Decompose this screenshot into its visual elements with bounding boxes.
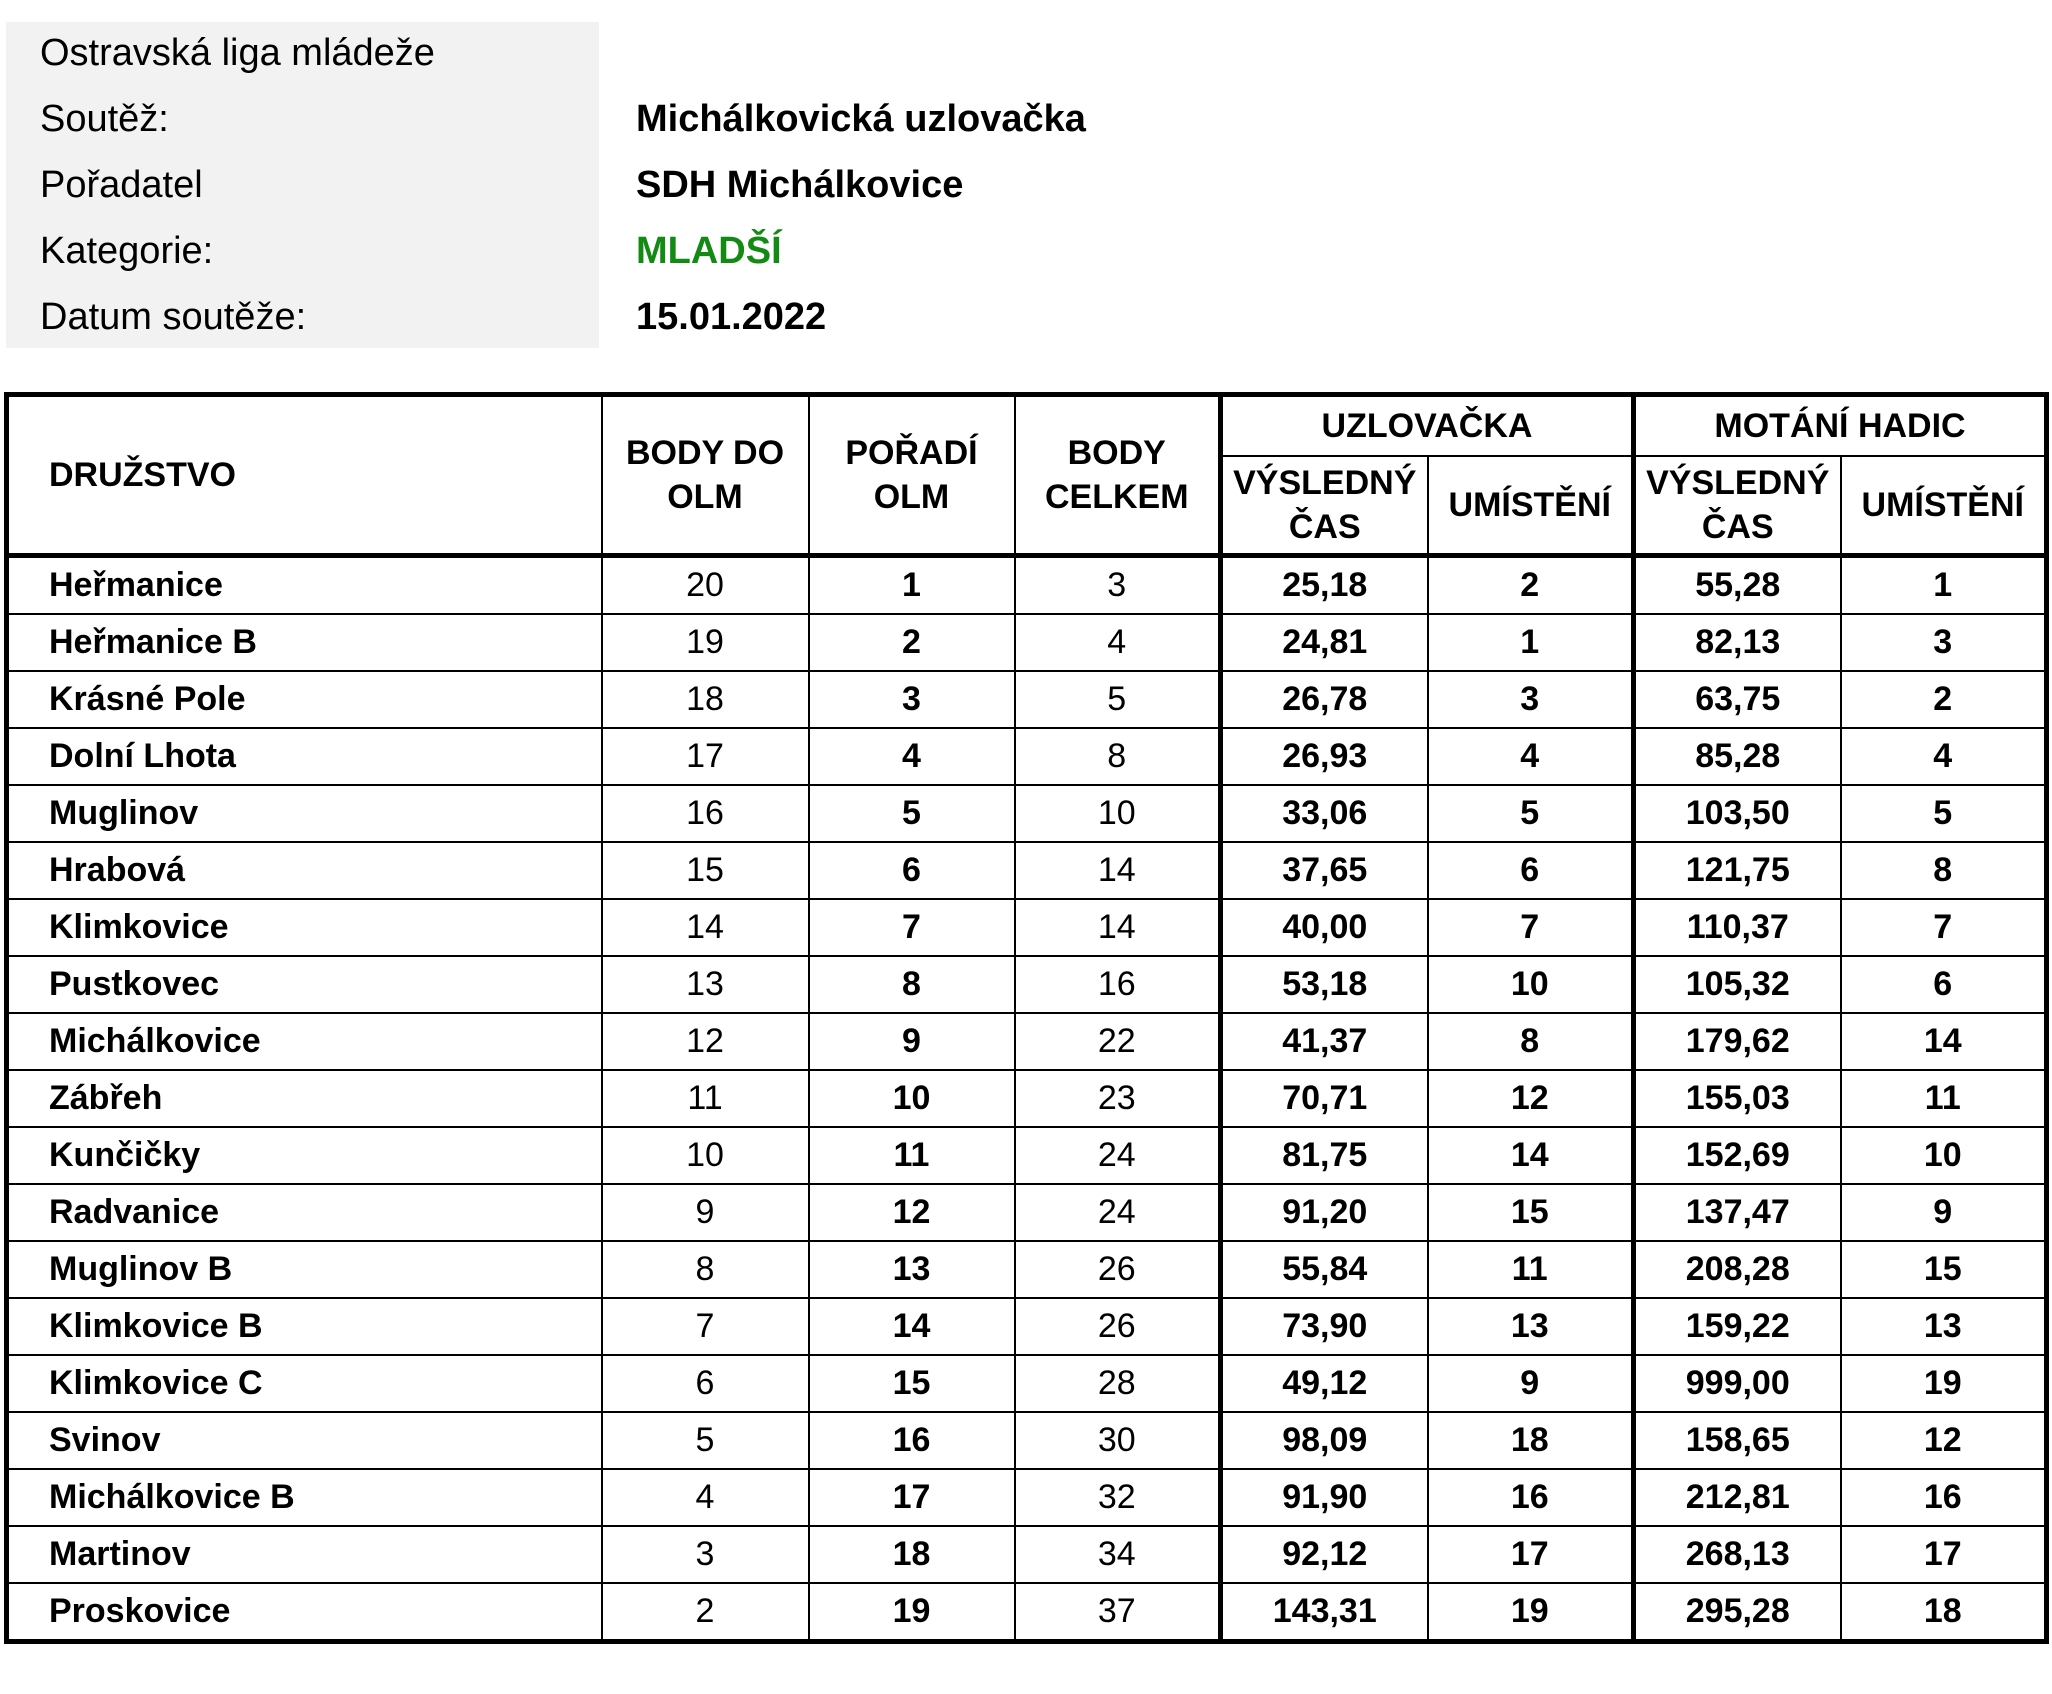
- table-row: [7, 1469, 2047, 1526]
- cell-points-olm: 9: [602, 1184, 809, 1241]
- organizer-label: Pořadatel: [40, 164, 203, 206]
- cell-total-points: 3: [1015, 556, 1221, 615]
- cell-knot-place: 8: [1428, 1013, 1634, 1070]
- table-row: [7, 899, 2047, 956]
- header-hose-place: UMÍSTĚNÍ: [1841, 456, 2047, 556]
- cell-points-olm: 8: [602, 1241, 809, 1298]
- cell-hose-time: 105,32: [1634, 956, 1841, 1013]
- cell-knot-place: 15: [1428, 1184, 1634, 1241]
- cell-rank-olm: 14: [809, 1298, 1015, 1355]
- header-team: DRUŽSTVO: [7, 395, 602, 556]
- cell-hose-place: 15: [1841, 1241, 2047, 1298]
- cell-knot-time: 24,81: [1221, 614, 1428, 671]
- header-group-knot: UZLOVAČKA: [1221, 395, 1634, 457]
- cell-hose-time: 212,81: [1634, 1469, 1841, 1526]
- cell-knot-place: 9: [1428, 1355, 1634, 1412]
- table-row: [7, 785, 2047, 842]
- cell-rank-olm: 2: [809, 614, 1015, 671]
- cell-team: Heřmanice B: [7, 614, 602, 671]
- cell-knot-time: 55,84: [1221, 1241, 1428, 1298]
- header-row-groups: [7, 395, 2047, 457]
- cell-rank-olm: 4: [809, 728, 1015, 785]
- cell-total-points: 16: [1015, 956, 1221, 1013]
- organizer-value: SDH Michálkovice: [636, 164, 964, 206]
- cell-points-olm: 20: [602, 556, 809, 615]
- cell-total-points: 8: [1015, 728, 1221, 785]
- header-total-points: BODY CELKEM: [1015, 395, 1221, 556]
- competition-label: Soutěž:: [40, 98, 169, 140]
- cell-knot-place: 3: [1428, 671, 1634, 728]
- cell-points-olm: 18: [602, 671, 809, 728]
- cell-total-points: 10: [1015, 785, 1221, 842]
- cell-rank-olm: 1: [809, 556, 1015, 615]
- cell-knot-place: 19: [1428, 1583, 1634, 1642]
- cell-total-points: 24: [1015, 1127, 1221, 1184]
- cell-team: Klimkovice B: [7, 1298, 602, 1355]
- cell-points-olm: 19: [602, 614, 809, 671]
- cell-points-olm: 10: [602, 1127, 809, 1184]
- cell-rank-olm: 19: [809, 1583, 1015, 1642]
- header-hose-time: VÝSLEDNÝ ČAS: [1634, 456, 1841, 556]
- cell-team: Hrabová: [7, 842, 602, 899]
- category-value: MLADŠÍ: [636, 230, 782, 272]
- cell-team: Pustkovec: [7, 956, 602, 1013]
- cell-knot-time: 26,93: [1221, 728, 1428, 785]
- cell-knot-time: 37,65: [1221, 842, 1428, 899]
- cell-points-olm: 4: [602, 1469, 809, 1526]
- cell-team: Krásné Pole: [7, 671, 602, 728]
- table-row: [7, 1298, 2047, 1355]
- cell-total-points: 32: [1015, 1469, 1221, 1526]
- cell-hose-place: 3: [1841, 614, 2047, 671]
- cell-hose-time: 295,28: [1634, 1583, 1841, 1642]
- cell-hose-place: 11: [1841, 1070, 2047, 1127]
- cell-hose-time: 152,69: [1634, 1127, 1841, 1184]
- cell-points-olm: 13: [602, 956, 809, 1013]
- cell-knot-time: 92,12: [1221, 1526, 1428, 1583]
- cell-points-olm: 2: [602, 1583, 809, 1642]
- cell-hose-time: 158,65: [1634, 1412, 1841, 1469]
- cell-hose-time: 121,75: [1634, 842, 1841, 899]
- cell-knot-time: 91,90: [1221, 1469, 1428, 1526]
- cell-hose-time: 137,47: [1634, 1184, 1841, 1241]
- cell-hose-time: 82,13: [1634, 614, 1841, 671]
- cell-hose-place: 19: [1841, 1355, 2047, 1412]
- cell-knot-time: 91,20: [1221, 1184, 1428, 1241]
- table-row: [7, 1184, 2047, 1241]
- cell-knot-place: 12: [1428, 1070, 1634, 1127]
- cell-team: Heřmanice: [7, 556, 602, 615]
- cell-hose-time: 155,03: [1634, 1070, 1841, 1127]
- table-body: [7, 556, 2047, 1642]
- cell-rank-olm: 13: [809, 1241, 1015, 1298]
- cell-knot-time: 53,18: [1221, 956, 1428, 1013]
- cell-team: Martinov: [7, 1526, 602, 1583]
- cell-points-olm: 11: [602, 1070, 809, 1127]
- cell-knot-time: 26,78: [1221, 671, 1428, 728]
- cell-total-points: 4: [1015, 614, 1221, 671]
- cell-rank-olm: 3: [809, 671, 1015, 728]
- cell-team: Muglinov B: [7, 1241, 602, 1298]
- cell-points-olm: 6: [602, 1355, 809, 1412]
- cell-knot-time: 98,09: [1221, 1412, 1428, 1469]
- cell-hose-time: 159,22: [1634, 1298, 1841, 1355]
- cell-total-points: 34: [1015, 1526, 1221, 1583]
- cell-hose-place: 1: [1841, 556, 2047, 615]
- table-row: [7, 1412, 2047, 1469]
- cell-hose-time: 85,28: [1634, 728, 1841, 785]
- cell-hose-place: 18: [1841, 1583, 2047, 1642]
- cell-knot-place: 1: [1428, 614, 1634, 671]
- cell-total-points: 26: [1015, 1241, 1221, 1298]
- table-header: [7, 395, 2047, 556]
- header-rank-olm: POŘADÍ OLM: [809, 395, 1015, 556]
- cell-total-points: 30: [1015, 1412, 1221, 1469]
- header-points-olm: BODY DO OLM: [602, 395, 809, 556]
- table-row: [7, 556, 2047, 615]
- cell-knot-place: 18: [1428, 1412, 1634, 1469]
- cell-total-points: 23: [1015, 1070, 1221, 1127]
- cell-knot-place: 11: [1428, 1241, 1634, 1298]
- table-row: [7, 842, 2047, 899]
- cell-knot-place: 13: [1428, 1298, 1634, 1355]
- cell-points-olm: 3: [602, 1526, 809, 1583]
- cell-rank-olm: 7: [809, 899, 1015, 956]
- cell-knot-time: 70,71: [1221, 1070, 1428, 1127]
- cell-rank-olm: 9: [809, 1013, 1015, 1070]
- cell-hose-place: 16: [1841, 1469, 2047, 1526]
- header-knot-place: UMÍSTĚNÍ: [1428, 456, 1634, 556]
- cell-rank-olm: 16: [809, 1412, 1015, 1469]
- table-row: [7, 1127, 2047, 1184]
- cell-rank-olm: 18: [809, 1526, 1015, 1583]
- cell-knot-place: 16: [1428, 1469, 1634, 1526]
- cell-team: Klimkovice: [7, 899, 602, 956]
- cell-hose-place: 17: [1841, 1526, 2047, 1583]
- cell-total-points: 26: [1015, 1298, 1221, 1355]
- table-row: [7, 1583, 2047, 1642]
- cell-hose-place: 5: [1841, 785, 2047, 842]
- cell-rank-olm: 17: [809, 1469, 1015, 1526]
- cell-knot-time: 73,90: [1221, 1298, 1428, 1355]
- cell-hose-place: 8: [1841, 842, 2047, 899]
- cell-team: Muglinov: [7, 785, 602, 842]
- cell-knot-time: 81,75: [1221, 1127, 1428, 1184]
- cell-knot-place: 17: [1428, 1526, 1634, 1583]
- cell-total-points: 37: [1015, 1583, 1221, 1642]
- table-row: [7, 1241, 2047, 1298]
- cell-total-points: 14: [1015, 899, 1221, 956]
- cell-total-points: 14: [1015, 842, 1221, 899]
- cell-knot-place: 2: [1428, 556, 1634, 615]
- cell-hose-place: 4: [1841, 728, 2047, 785]
- cell-team: Proskovice: [7, 1583, 602, 1642]
- cell-hose-time: 103,50: [1634, 785, 1841, 842]
- table-row: [7, 671, 2047, 728]
- cell-rank-olm: 11: [809, 1127, 1015, 1184]
- cell-knot-time: 33,06: [1221, 785, 1428, 842]
- cell-team: Michálkovice: [7, 1013, 602, 1070]
- cell-team: Radvanice: [7, 1184, 602, 1241]
- cell-hose-place: 14: [1841, 1013, 2047, 1070]
- cell-total-points: 24: [1015, 1184, 1221, 1241]
- cell-hose-time: 110,37: [1634, 899, 1841, 956]
- cell-knot-place: 4: [1428, 728, 1634, 785]
- cell-rank-olm: 5: [809, 785, 1015, 842]
- info-row-league: [0, 20, 1200, 86]
- cell-knot-place: 7: [1428, 899, 1634, 956]
- cell-points-olm: 16: [602, 785, 809, 842]
- table-row: [7, 1013, 2047, 1070]
- cell-rank-olm: 15: [809, 1355, 1015, 1412]
- header-group-hose: MOTÁNÍ HADIC: [1634, 395, 2047, 457]
- date-label: Datum soutěže:: [40, 296, 307, 338]
- table-row: [7, 614, 2047, 671]
- date-value: 15.01.2022: [636, 296, 827, 338]
- info-row-date: [0, 284, 1200, 350]
- cell-knot-place: 14: [1428, 1127, 1634, 1184]
- cell-team: Michálkovice B: [7, 1469, 602, 1526]
- cell-knot-time: 40,00: [1221, 899, 1428, 956]
- category-label: Kategorie:: [40, 230, 214, 272]
- cell-points-olm: 15: [602, 842, 809, 899]
- table-row: [7, 1070, 2047, 1127]
- cell-knot-time: 143,31: [1221, 1583, 1428, 1642]
- header-knot-time: VÝSLEDNÝ ČAS: [1221, 456, 1428, 556]
- cell-hose-time: 208,28: [1634, 1241, 1841, 1298]
- cell-team: Svinov: [7, 1412, 602, 1469]
- cell-total-points: 5: [1015, 671, 1221, 728]
- cell-team: Kunčičky: [7, 1127, 602, 1184]
- results-table: [4, 392, 2049, 1644]
- cell-knot-place: 6: [1428, 842, 1634, 899]
- cell-hose-place: 12: [1841, 1412, 2047, 1469]
- cell-hose-place: 2: [1841, 671, 2047, 728]
- cell-hose-time: 179,62: [1634, 1013, 1841, 1070]
- cell-points-olm: 7: [602, 1298, 809, 1355]
- cell-hose-place: 7: [1841, 899, 2047, 956]
- competition-value: Michálkovická uzlovačka: [636, 98, 1086, 140]
- cell-rank-olm: 12: [809, 1184, 1015, 1241]
- cell-total-points: 22: [1015, 1013, 1221, 1070]
- cell-rank-olm: 10: [809, 1070, 1015, 1127]
- cell-team: Dolní Lhota: [7, 728, 602, 785]
- cell-knot-time: 49,12: [1221, 1355, 1428, 1412]
- cell-points-olm: 5: [602, 1412, 809, 1469]
- table-row: [7, 1355, 2047, 1412]
- cell-total-points: 28: [1015, 1355, 1221, 1412]
- cell-knot-time: 25,18: [1221, 556, 1428, 615]
- cell-team: Klimkovice C: [7, 1355, 602, 1412]
- cell-hose-place: 6: [1841, 956, 2047, 1013]
- cell-hose-place: 9: [1841, 1184, 2047, 1241]
- cell-hose-place: 10: [1841, 1127, 2047, 1184]
- league-name: Ostravská liga mládeže: [40, 32, 435, 74]
- cell-knot-time: 41,37: [1221, 1013, 1428, 1070]
- cell-rank-olm: 8: [809, 956, 1015, 1013]
- info-row-competition: [0, 86, 1200, 152]
- cell-hose-place: 13: [1841, 1298, 2047, 1355]
- info-row-organizer: [0, 152, 1200, 218]
- cell-knot-place: 10: [1428, 956, 1634, 1013]
- table-row: [7, 1526, 2047, 1583]
- cell-points-olm: 17: [602, 728, 809, 785]
- cell-hose-time: 55,28: [1634, 556, 1841, 615]
- cell-knot-place: 5: [1428, 785, 1634, 842]
- cell-rank-olm: 6: [809, 842, 1015, 899]
- table-row: [7, 956, 2047, 1013]
- table-row: [7, 728, 2047, 785]
- cell-points-olm: 14: [602, 899, 809, 956]
- info-row-category: [0, 218, 1200, 284]
- cell-team: Zábřeh: [7, 1070, 602, 1127]
- cell-points-olm: 12: [602, 1013, 809, 1070]
- cell-hose-time: 268,13: [1634, 1526, 1841, 1583]
- cell-hose-time: 63,75: [1634, 671, 1841, 728]
- cell-hose-time: 999,00: [1634, 1355, 1841, 1412]
